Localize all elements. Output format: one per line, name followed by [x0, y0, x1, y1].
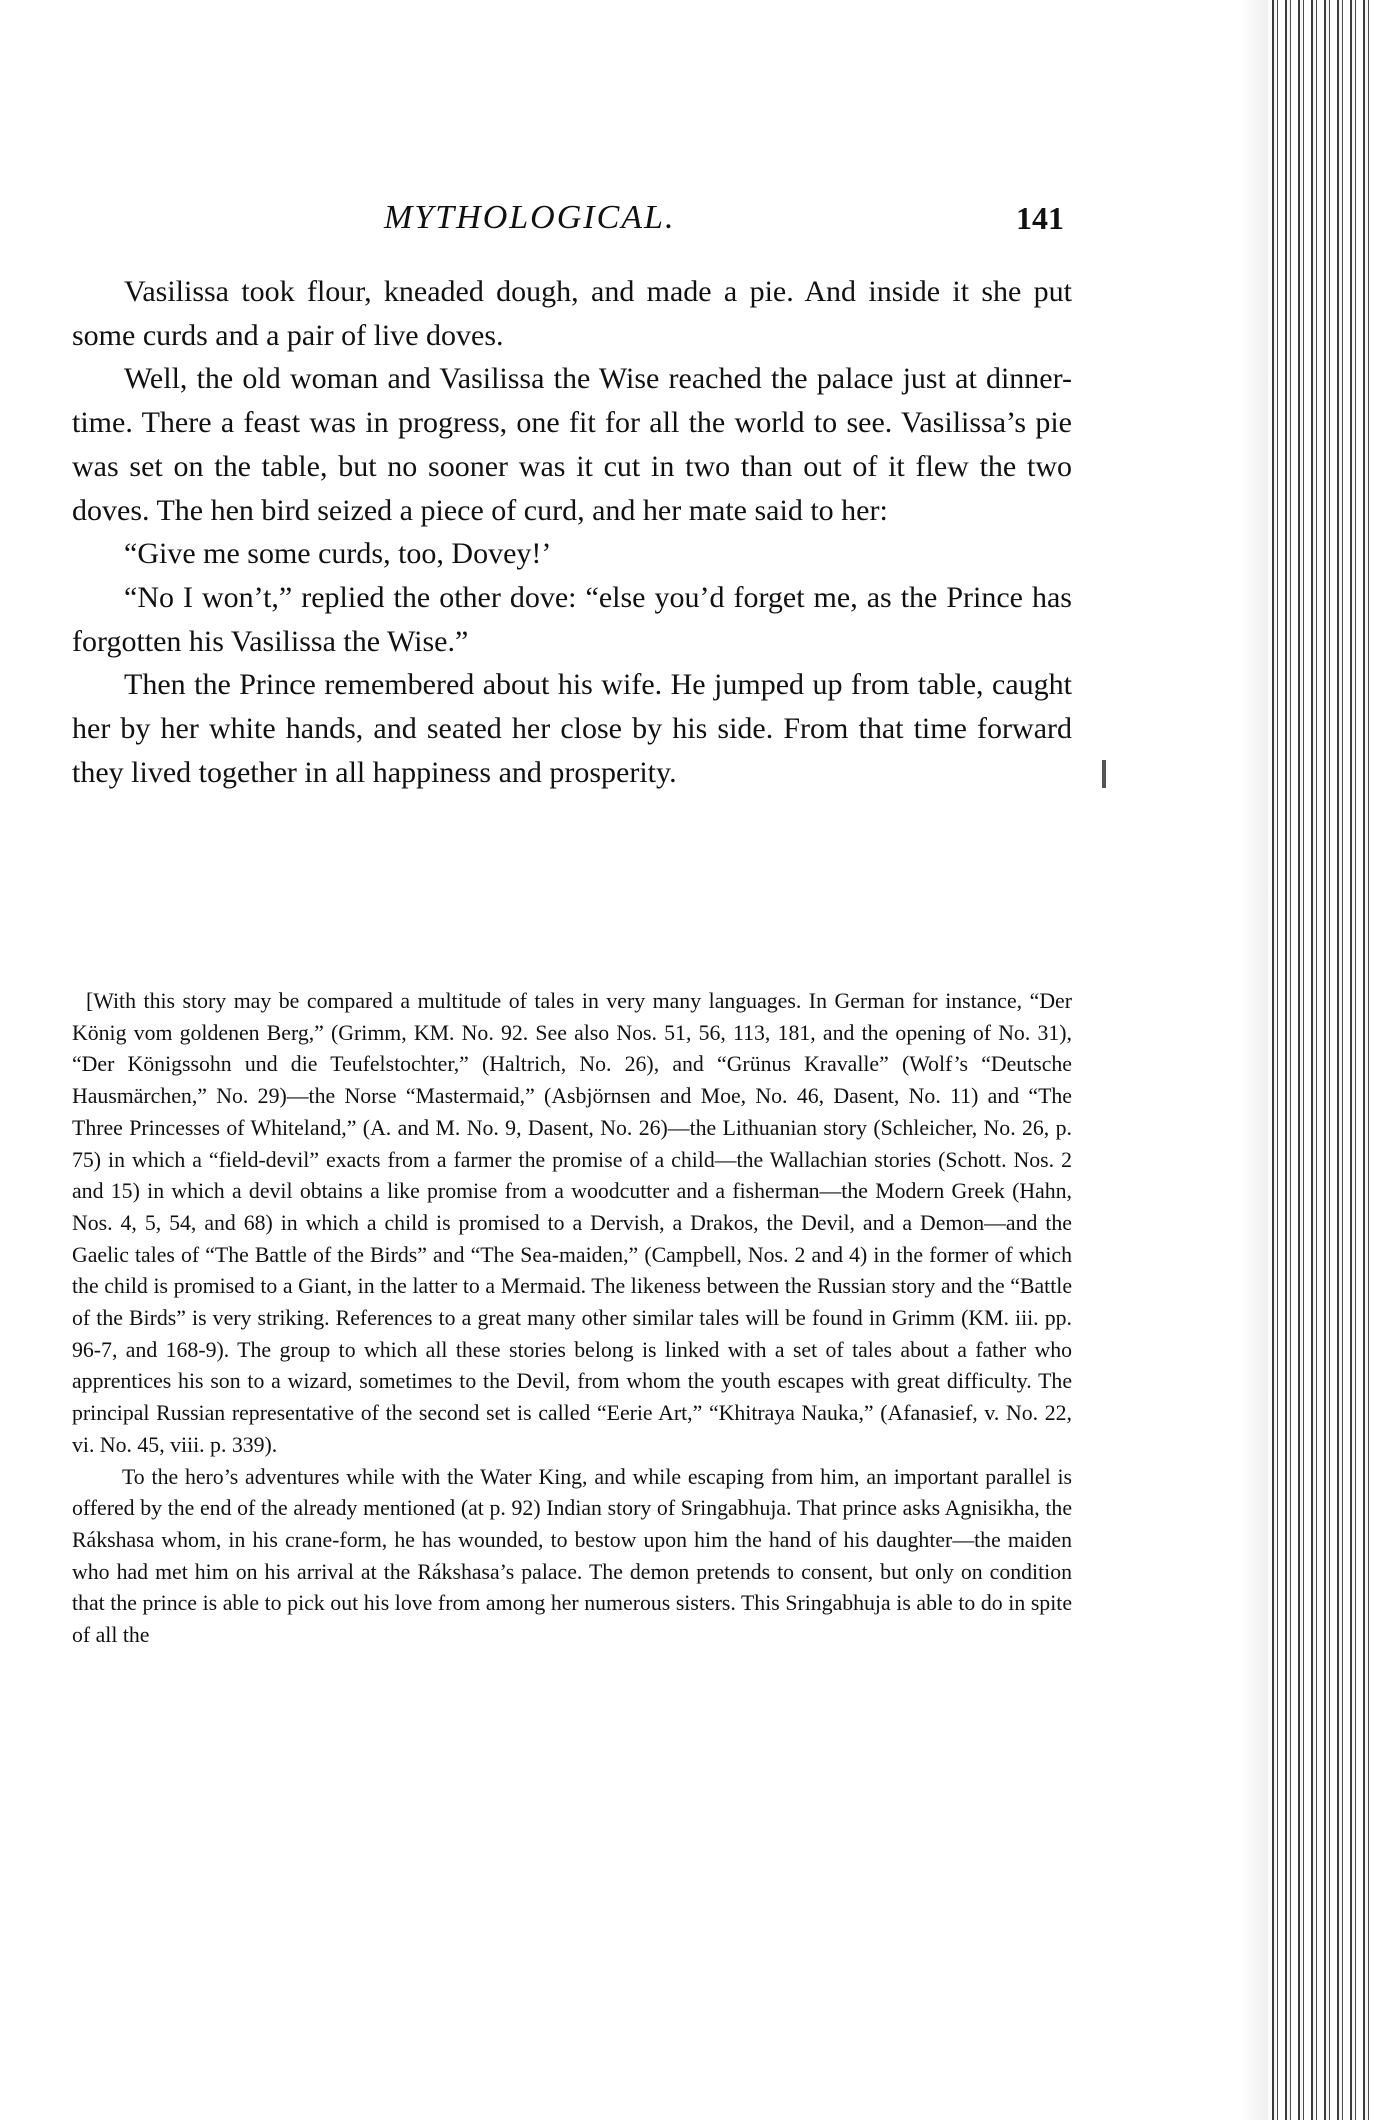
note-paragraph: To the hero’s adventures while with the Water King, and while escaping from him, an important parallel is offered by the end of the already mentioned (at p. 92) Indian story of Sringabhuja. That prince asks Agnisikha, the Rákshasa whom, in his crane-form, he has wounded, to bestow upon him the hand of his daughter—the maiden who had met him on his arrival at the Rákshasa’s palace. The demon pretends to consent, but only on condition that the prince is able to pick out his love from among her numerous sisters. This Sringabhuja is able to do in spite of all the	[72, 1464, 1072, 1648]
main-paragraph: Then the Prince remembered about his wife. He jumped up from table, caught her by her white hands, and seated her close by his side. From that time forward they lived together in all happiness and prosperity.	[72, 668, 1072, 789]
main-paragraph: Well, the old woman and Vasilissa the Wise reached the palace just at dinner-time. There a feast was in progress, one fit for all the world to see. Vasilissa’s pie was set on the table, but no sooner was it cut in two than out of it flew the two doves. The hen bird seized a piece of curd, and her mate said to her:	[72, 362, 1072, 527]
page-number: 141	[1016, 200, 1064, 236]
margin-mark	[1102, 760, 1106, 788]
main-paragraph: “No I won’t,” replied the other dove: “else you’d forget me, as the Prince has forgotten his Vasilissa the Wise.”	[72, 580, 1072, 658]
main-paragraph: Vasilissa took flour, kneaded dough, and made a pie. And inside it she put some curds and a pair of live doves.	[72, 275, 1072, 352]
note-paragraph: [With this story may be compared a multitude of tales in very many languages. In German for instance, “Der König vom goldenen Berg,” (Grimm, KM. No. 92. See also Nos. 51, 56, 113, 181, and the opening of No. 31), “Der Königssohn und die Teufelstochter,” (Haltrich, No. 26), and “Grünus Kravalle” (Wolf’s “Deutsche Hausmärchen,” No. 29)—the Norse “Mastermaid,” (Asbjörnsen and Moe, No. 46, Dasent, No. 11) and “The Three Princesses of Whiteland,” (A. and M. No. 9, Dasent, No. 26)—the Lithuanian story (Schleicher, No. 26, p. 75) in which a “field-devil” exacts from a farmer the promise of a child—the Wallachian stories (Schott. Nos. 2 and 15) in which a devil obtains a like promise from a woodcutter and a fisherman—the Modern Greek (Hahn, Nos. 4, 5, 54, and 68) in which a child is promised to a Dervish, a Drakos, the Devil, and a Demon—and the Gaelic tales of “The Battle of the Birds” and “The Sea-maiden,” (Campbell, Nos. 2 and 4) in the former of which the child is promised to a Giant, in the latter to a Mermaid. The likeness between the Russian story and the “Battle of the Birds” is very striking. References to a great many other similar tales will be found in Grimm (KM. iii. pp. 96-7, and 168-9). The group to which all these stories belong is linked with a set of tales about a father who apprentices his son to a wizard, sometimes to the Devil, from whom the youth escapes with great difficulty. The principal Russian representative of the second set is called “Eerie Art,” “Khitraya Nauka,” (Afanasief, v. No. 22, vi. No. 45, viii. p. 339).	[72, 989, 1072, 1457]
editorial-note	[72, 986, 1072, 1652]
running-title: MYTHOLOGICAL.	[384, 199, 676, 236]
main-paragraph: “Give me some curds, too, Dovey!’	[124, 537, 552, 571]
page-header	[72, 196, 1072, 246]
page-binding-edge	[1268, 0, 1374, 2120]
main-text	[72, 270, 1072, 794]
